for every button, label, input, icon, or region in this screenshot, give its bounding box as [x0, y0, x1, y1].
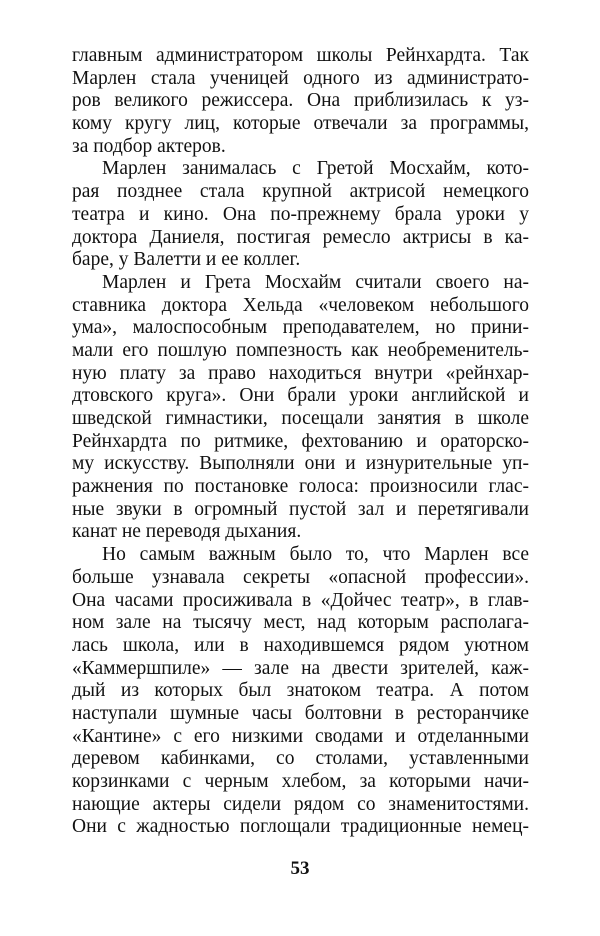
text-line: Но самым важным было то, что Марлен все [102, 544, 529, 566]
text-line: нающие актеры сидели рядом со знаменитостями. [72, 793, 529, 815]
text-line: ном зале на тысячу мест, над которым располага- [72, 612, 529, 634]
text-line: кому кругу лиц, которые отвечали за программы, [72, 113, 529, 135]
text-line: рая позднее стала крупной актрисой немецкого [72, 181, 529, 203]
text-line: больше узнавала секреты «опасной профессии». [72, 566, 529, 588]
text-line: наступали шумные часы болтовни в ресторанчике [72, 702, 529, 724]
text-line: деревом кабинками, со столами, уставленными [72, 748, 529, 770]
text-line: ражнения по постановке голоса: произносили глас- [72, 476, 529, 498]
text-line: Марлен занималась с Гретой Мосхайм, кото- [102, 158, 529, 180]
text-line: главным администратором школы Рейнхардта. Так [72, 45, 529, 66]
text-line: мали его пошлую помпезность как необременитель- [72, 339, 529, 361]
text-line: Они с жадностью поглощали традиционные немец- [72, 816, 529, 838]
text-line: ные звуки в огромный пустой зал и перетягивали [72, 498, 529, 520]
text-line: корзинками с черным хлебом, за которыми начи- [72, 771, 529, 792]
page-body [72, 45, 529, 839]
text-line: ную плату за право находиться внутри «рейнхар- [72, 362, 529, 384]
text-line: дый из которых был знатоком театра. А потом [72, 680, 529, 702]
text-line: ров великого режиссера. Она приблизилась к уз- [72, 90, 529, 112]
text-line: лась школа, или в находившемся рядом уютном [72, 634, 529, 656]
paragraph [72, 45, 529, 158]
text-line: Марлен и Грета Мосхайм считали своего на- [102, 271, 529, 293]
text-line: театра и кино. Она по-прежнему брала уроки у [72, 203, 529, 225]
text-line: дтовского круга». Они брали уроки английской и [72, 385, 529, 407]
paragraph [72, 272, 529, 544]
text-line: доктора Даниеля, постигая ремесло актрисы в ка- [72, 226, 529, 248]
text-line: канат не переводя дыхания. [72, 521, 302, 543]
text-line: ума», малоспособным преподавателем, но прини- [72, 317, 529, 339]
text-line: баре, у Валетти и ее коллег. [72, 249, 301, 271]
text-line: Марлен стала ученицей одного из администрато- [72, 67, 529, 89]
page-number: 53 [290, 858, 310, 879]
text-line: Рейнхардта по ритмике, фехтованию и ораторско- [72, 430, 529, 452]
paragraph [72, 158, 529, 271]
text-line: «Каммершпиле» — зале на двести зрителей, каж- [72, 657, 529, 679]
text-line: му искусству. Выполняли они и изнурительные уп- [72, 453, 529, 475]
text-line: Она часами просиживала в «Дойчес театр», в глав- [72, 589, 529, 611]
text-line: «Кантине» с его низкими сводами и отделанными [72, 725, 529, 747]
text-line: шведской гимнастики, посещали занятия в школе [72, 408, 529, 429]
text-line: за подбор актеров. [72, 135, 226, 157]
text-line: ставника доктора Хельда «человеком небольшого [72, 294, 529, 316]
paragraph [72, 544, 529, 839]
